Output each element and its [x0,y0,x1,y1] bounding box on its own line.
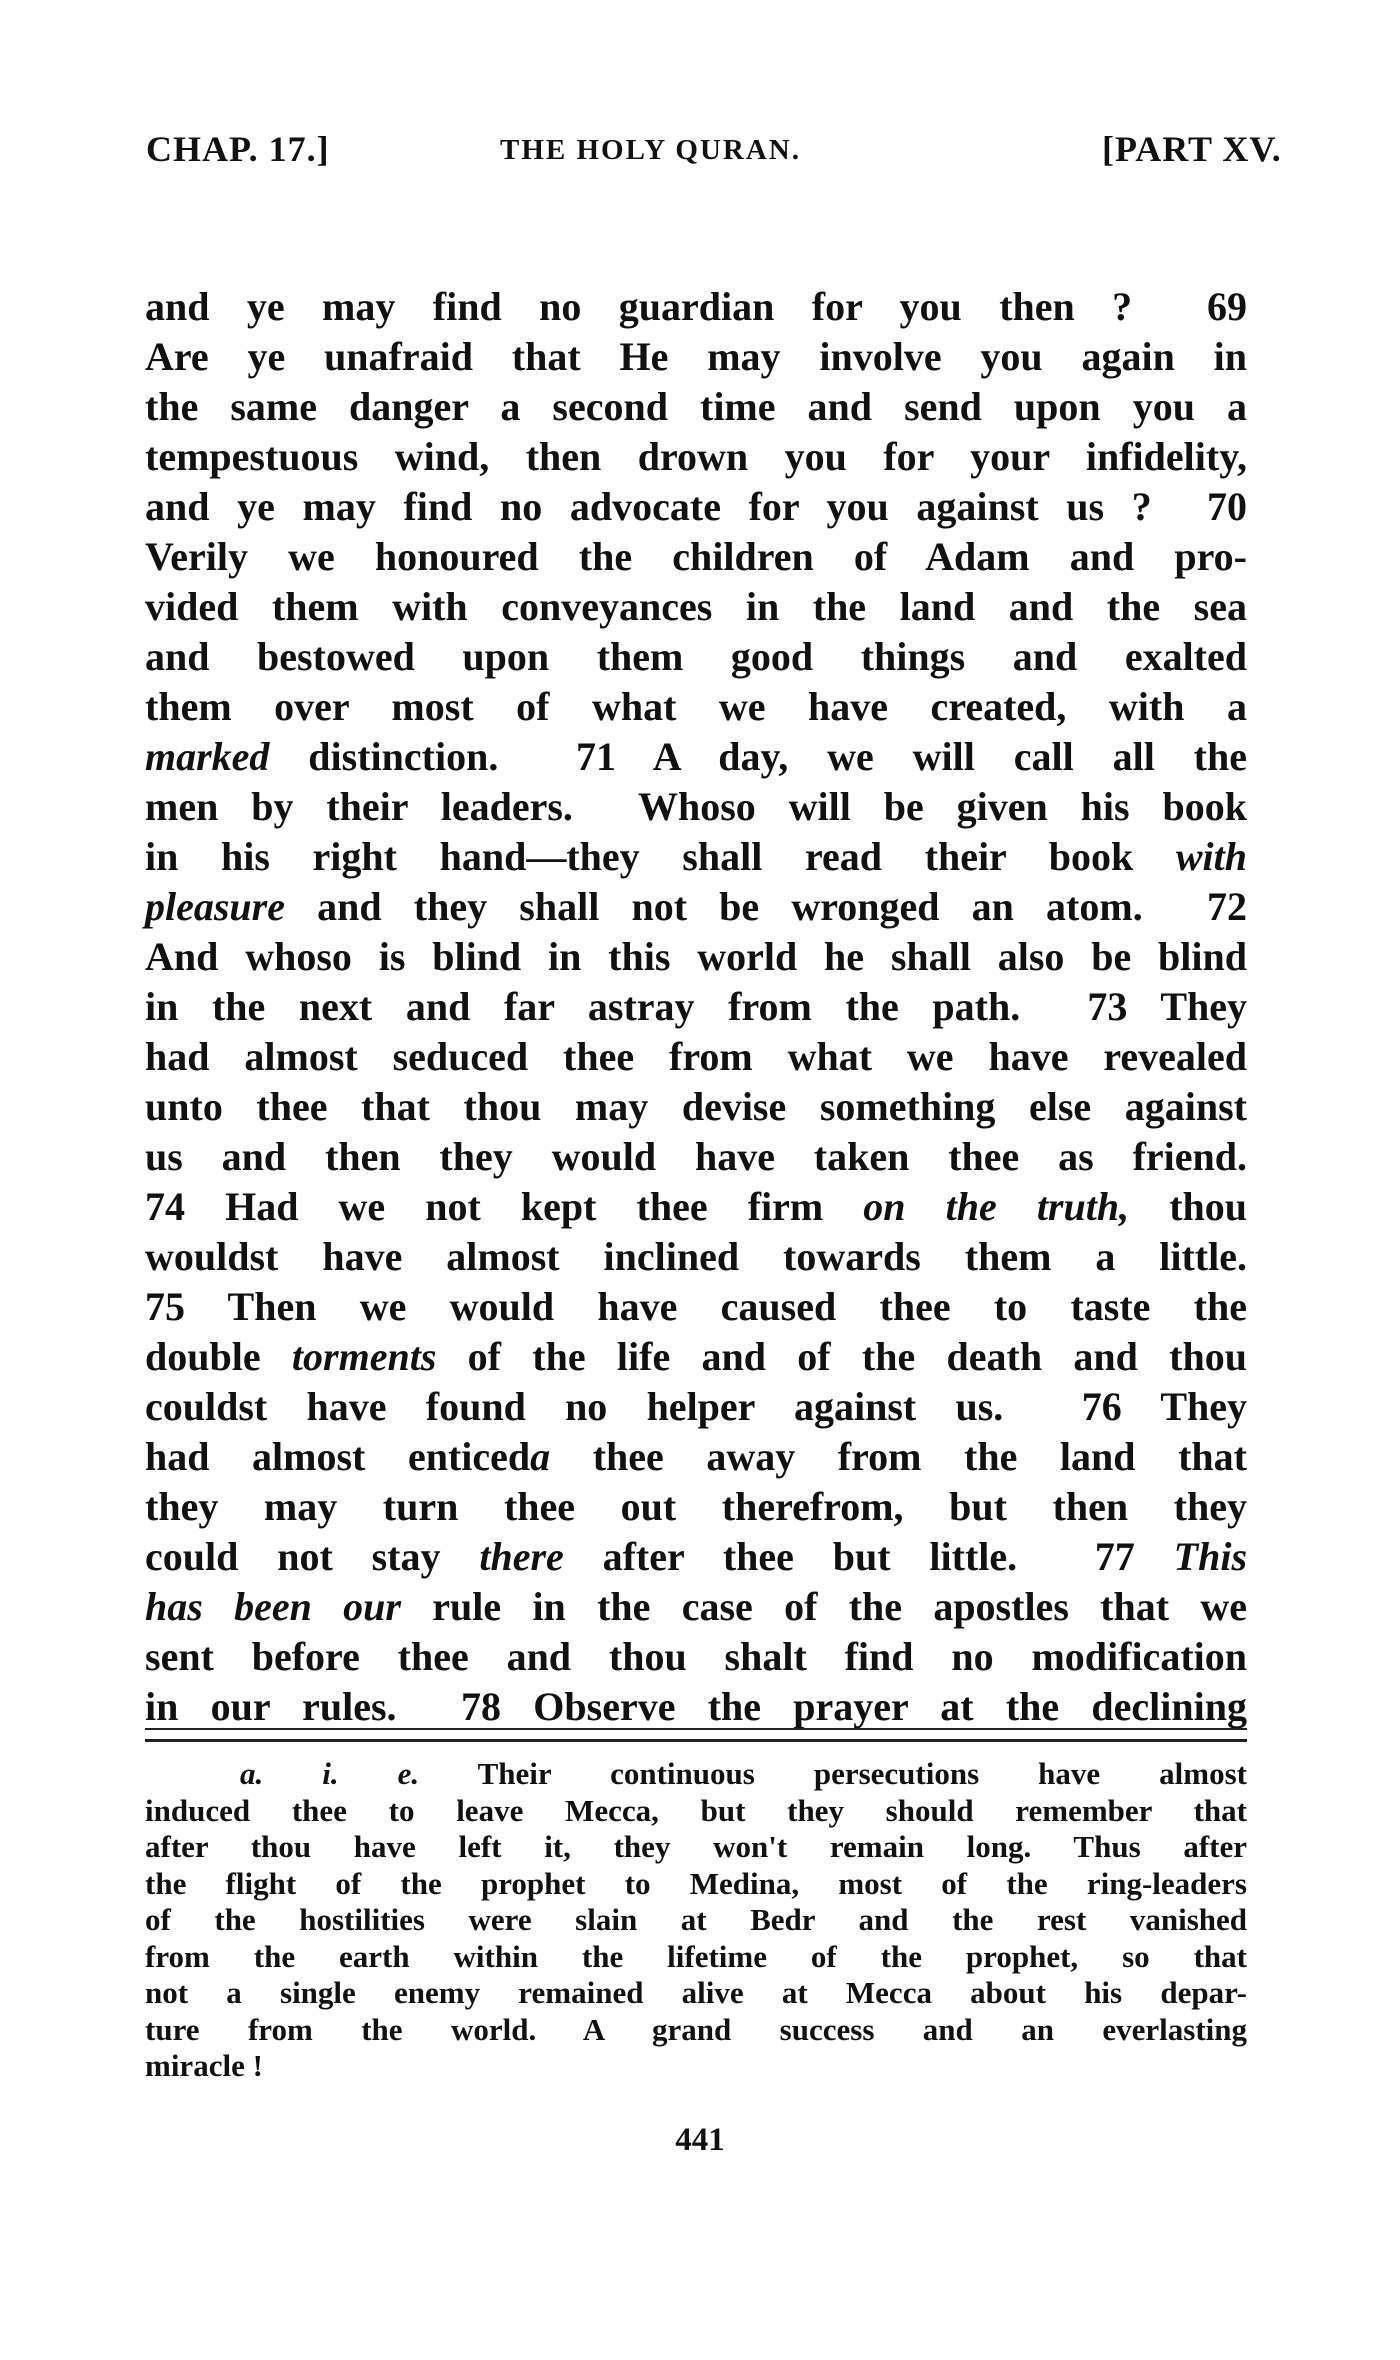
text-segment: ture from the world. A grand success and an everlasting [145,2011,1247,2047]
text-segment: Verily we honoured the children of Adam and pro- [145,534,1247,579]
text-segment: vided them with conveyances in the land and the sea [145,584,1247,629]
text-segment: 75 Then we would have caused thee to taste the [145,1284,1247,1329]
text-line [145,882,1247,932]
text-segment: distinction. 71 A day, we will call all the [269,734,1247,779]
text-segment: not a single enemy remained alive at Mecca about his depar- [145,1975,1247,2010]
text-segment: tempestuous wind, then drown you for your infidelity, [145,434,1247,479]
text-segment [263,1756,322,1791]
text-segment: unto thee that thou may devise something else against [145,1084,1247,1129]
running-header-part: [PART XV. [1102,129,1282,169]
text-line [145,1482,1247,1532]
text-line [145,382,1247,432]
text-segment: and ye may find no guardian for you then ? 69 [145,284,1247,329]
text-segment: men by their leaders. Whoso will be given his book [145,784,1247,829]
italic-text: a. [240,1756,264,1791]
footnote-line [145,1793,1247,1830]
text-line [145,932,1247,982]
footnote-line [145,1829,1247,1866]
text-segment: thou [1129,1184,1248,1229]
text-line [145,1682,1247,1732]
page-number: 441 [675,2122,725,2158]
italic-text: on the truth, [863,1184,1130,1229]
text-segment: rule in the case of the apostles that we [400,1584,1247,1629]
text-line [145,1582,1247,1632]
text-segment: And whoso is blind in this world he shall also be blind [145,934,1247,979]
text-line [145,1432,1247,1482]
running-header-title: THE HOLY QURAN. [500,134,801,166]
text-segment: and ye may find no advocate for you against us ? 70 [145,484,1247,529]
text-segment: had almost seduced thee from what we have revealed [145,1034,1247,1079]
text-line [145,1632,1247,1682]
italic-text: i. e. [322,1756,420,1791]
italic-text: there [479,1534,564,1579]
footnote-line [145,1939,1247,1976]
text-segment: wouldst have almost inclined towards them a little. [145,1234,1247,1279]
footnote [145,1756,1247,2085]
text-line [145,482,1247,532]
text-segment: could not stay [145,1534,480,1579]
text-segment: miracle ! [145,2048,263,2083]
text-segment: after thee but little. 77 [563,1534,1174,1579]
italic-text: a [530,1434,551,1479]
text-line [145,1282,1247,1332]
text-segment: after thou have left it, they won't remain long. Thus after [145,1829,1247,1864]
text-line [145,1032,1247,1082]
footnote-separator-rule [145,1728,1247,1742]
text-segment: thee away from the land that [550,1434,1247,1479]
text-line [145,1532,1247,1582]
text-segment: the flight of the prophet to Medina, most of the ring-leaders [145,1865,1247,1901]
text-segment: sent before thee and thou shalt find no modification [145,1634,1247,1679]
text-line [145,1382,1247,1432]
text-line [145,332,1247,382]
text-segment: of the hostilities were slain at Bedr and the rest vanished [145,1902,1247,1937]
footnote-line [145,2048,1247,2085]
text-line [145,532,1247,582]
text-segment: and they shall not be wronged an atom. 72 [285,884,1247,929]
text-line [145,282,1247,332]
footnote-line [145,1975,1247,2012]
italic-text: torments [291,1334,437,1379]
text-segment: in his right hand—they shall read their book [145,834,1176,879]
text-segment: from the earth within the lifetime of the prophet, so that [145,1938,1247,1974]
italic-text: pleasure [145,884,285,929]
text-segment: and bestowed upon them good things and exalted [145,634,1247,679]
footnote-line [145,1866,1247,1903]
italic-text: has been our [145,1584,401,1629]
text-line [145,1182,1247,1232]
text-segment: in the next and far astray from the path. 73 They [145,984,1247,1029]
italic-text: This [1173,1534,1248,1579]
text-segment: of the life and of the death and thou [436,1334,1247,1379]
text-segment: them over most of what we have created, with a [145,684,1247,729]
text-segment: they may turn thee out therefrom, but then they [145,1484,1247,1529]
text-segment: the same danger a second time and send upon you a [145,384,1247,429]
footnote-line [145,1902,1247,1939]
text-segment: couldst have found no helper against us. 76 They [145,1384,1247,1429]
footnote-line [145,1756,1247,1793]
text-line [145,1332,1247,1382]
text-line [145,632,1247,682]
body-text [145,282,1247,1732]
italic-text: marked [145,734,270,779]
footnote-line [145,2012,1247,2049]
running-header-chapter: CHAP. 17.] [146,129,330,169]
text-line [145,732,1247,782]
text-line [145,682,1247,732]
text-line [145,432,1247,482]
text-line [145,582,1247,632]
italic-text: with [1175,834,1247,879]
text-line [145,982,1247,1032]
text-segment: Are ye unafraid that He may involve you again in [145,334,1247,379]
text-line [145,1232,1247,1282]
text-segment: us and then they would have taken thee as friend. [145,1134,1247,1179]
text-segment: Their continuous persecutions have almost [419,1756,1247,1791]
text-line [145,832,1247,882]
text-segment: in our rules. 78 Observe the prayer at the declining [145,1684,1247,1729]
text-segment: induced thee to leave Mecca, but they should remember that [145,1792,1247,1828]
text-line [145,1132,1247,1182]
text-line [145,782,1247,832]
text-segment: had almost enticed [145,1434,531,1479]
text-line [145,1082,1247,1132]
text-segment: 74 Had we not kept thee firm [145,1184,864,1229]
text-segment: double [145,1334,292,1379]
